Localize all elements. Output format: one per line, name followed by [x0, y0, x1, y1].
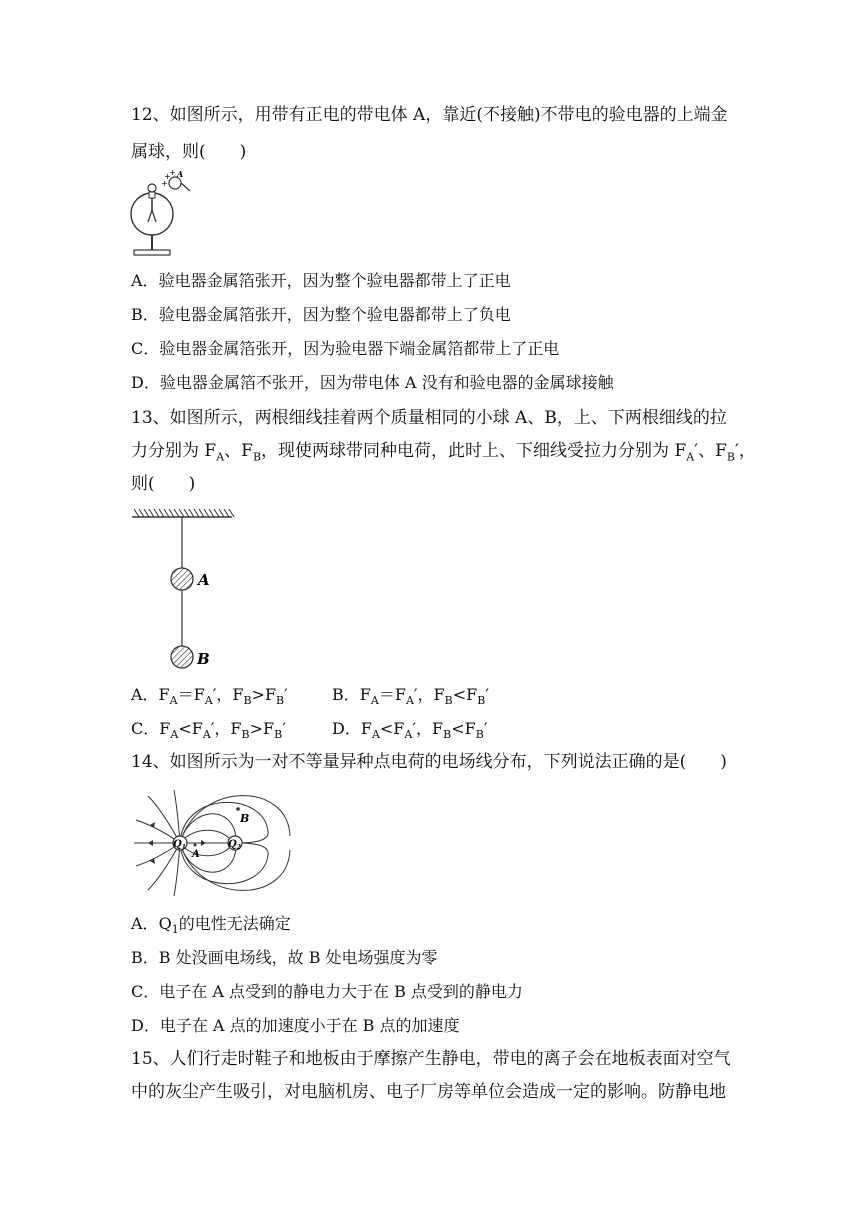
ceiling-hatch: [199, 509, 204, 517]
plus-sign: +: [161, 179, 168, 188]
q12-option-b: B．验电器金属箔张开，因为整个验电器都带上了负电: [131, 305, 511, 324]
ceiling-hatch: [159, 509, 164, 517]
q13-option-c: C．$F_A<F_A'$，$F_B>F_B'$: [131, 719, 286, 742]
ceiling-hatch: [154, 509, 159, 517]
ceiling-hatch: [229, 509, 234, 517]
q14-stem-line-1: 14、如图所示为一对不等量异种点电荷的电场线分布，下列说法正确的是( ): [131, 752, 727, 772]
q12-stem-line-2: 属球，则( ): [131, 142, 247, 162]
label-q2: $Q_2$: [228, 839, 241, 851]
electroscope-figure: [128, 170, 198, 262]
q13-option-d: D．$F_A<F_A'$，$F_B<F_B'$: [332, 719, 488, 742]
q14-option-a: A．$Q_1$的电性无法确定: [131, 914, 291, 937]
q13-option-a: A．$F_A=F_A'$，$F_B>F_B'$: [131, 685, 288, 708]
ceiling-hatch: [214, 509, 219, 517]
ceiling-hatch: [204, 509, 209, 517]
ceiling-hatch: [144, 509, 149, 517]
label-a: A: [192, 849, 200, 860]
hanging-balls-figure: [128, 505, 238, 670]
electric-field-lines-figure: [128, 786, 298, 901]
label-b: B: [197, 650, 210, 668]
q15-stem-line-2: 中的灰尘产生吸引，对电脑机房、电子厂房等单位会造成一定的影响。防静电地: [131, 1082, 726, 1102]
q15-stem-line-1: 15、人们行走时鞋子和地板由于摩擦产生静电，带电的离子会在地板表面对空气: [131, 1049, 731, 1069]
ceiling-hatch: [134, 509, 139, 517]
q14-option-d: D．电子在 A 点的加速度小于在 B 点的加速度: [131, 1016, 460, 1035]
q14-option-c: C．电子在 A 点受到的静电力大于在 B 点受到的静电力: [131, 982, 523, 1001]
q12-option-a: A．验电器金属箔张开，因为整个验电器都带上了正电: [131, 271, 511, 290]
ceiling-hatch: [219, 509, 224, 517]
label-b: B: [240, 812, 250, 825]
q13-stem-line-1: 13、如图所示，两根细线挂着两个质量相同的小球 A、B，上、下两根细线的拉: [131, 408, 727, 428]
ceiling-hatch: [139, 509, 144, 517]
q12-option-d: D．验电器金属箔不张开，因为带电体 A 没有和验电器的金属球接触: [131, 373, 614, 392]
ceiling-hatch: [224, 509, 229, 517]
label-a: A: [177, 170, 184, 179]
q13-stem-line-3: 则( ): [131, 474, 196, 494]
plus-sign: +: [164, 172, 171, 181]
ball-a: [171, 568, 193, 590]
q12-option-c: C．验电器金属箔张开，因为验电器下端金属箔都带上了正电: [131, 339, 560, 358]
ceiling-hatch: [164, 509, 169, 517]
ceiling-hatch: [189, 509, 194, 517]
q13-option-b: B．$F_A=F_A'$，$F_B<F_B'$: [332, 685, 489, 708]
point-a: [194, 844, 197, 847]
plus-sign: +: [169, 170, 176, 177]
ceiling-hatch: [149, 509, 154, 517]
point-b: [236, 807, 240, 811]
ball-b: [171, 646, 193, 668]
ceiling-hatch: [184, 509, 189, 517]
ceiling-hatch: [169, 509, 174, 517]
q12-stem-line-1: 12、如图所示，用带有正电的带电体 A，靠近(不接触)不带电的验电器的上端金: [131, 105, 728, 125]
q13-stem-line-2: 力分别为 $F_A$、$F_B$，现使两球带同种电荷，此时上、下细线受拉力分别为 $F_A'$、$F_B'$，: [131, 441, 756, 464]
ceiling-hatch: [194, 509, 199, 517]
label-a: A: [198, 571, 210, 589]
q14-option-b: B．B 处没画电场线，故 B 处电场强度为零: [131, 948, 438, 967]
label-q1: $Q_1$: [173, 839, 186, 851]
ceiling-hatch: [179, 509, 184, 517]
ceiling-hatch: [174, 509, 179, 517]
ceiling-hatch: [209, 509, 214, 517]
